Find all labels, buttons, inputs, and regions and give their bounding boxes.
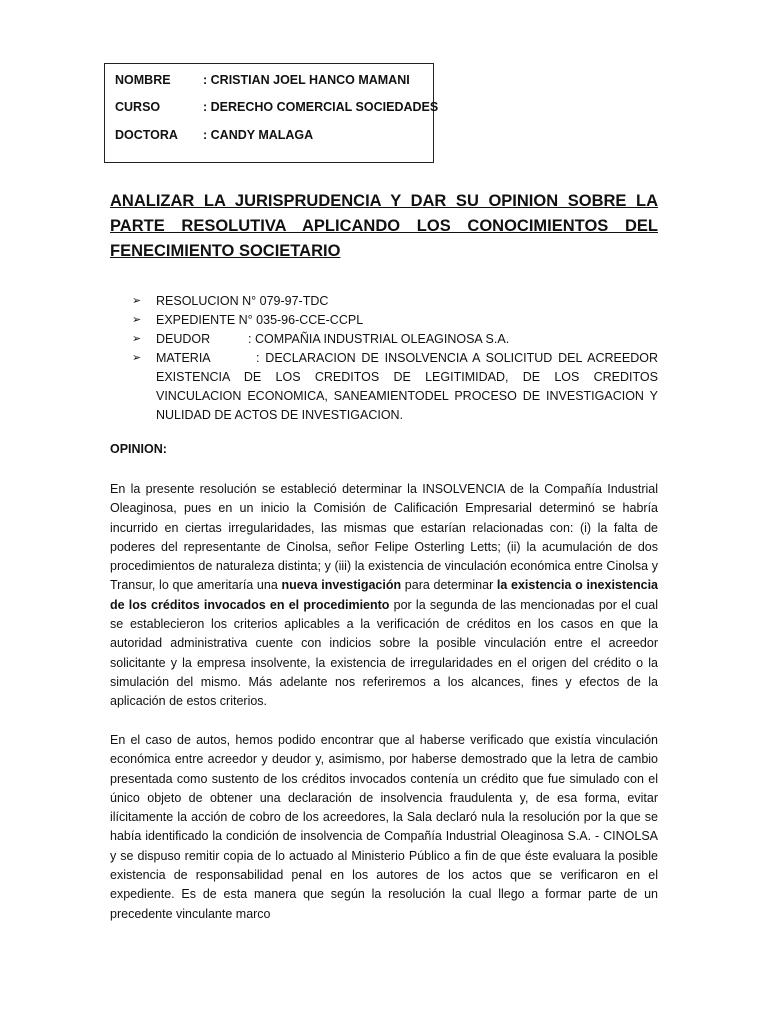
arrow-bullet-icon: ➢ [132, 295, 142, 307]
list-item-deudor [132, 330, 658, 349]
expediente-text: EXPEDIENTE N° 035-96-CCE-CCPL [156, 313, 364, 327]
opinion-heading: OPINION: [110, 442, 167, 456]
opinion-paragraph-2: En el caso de autos, hemos podido encontrar que al haberse verificado que existía vinculación económica entre acreedor y deudor y, asimismo, por haberse demostrado que la letra de cambio presentada como sustento de los créditos invocados contenía un crédito que fue simulado con el único objeto de obtener una declaración de insolvencia fraudulenta y, de esa forma, evitar ilícitamente la acción de cobro de los acreedores, la Sala declaró nula la resolución por la que se había identificado la condición de insolvencia de Compañía Industrial Oleaginosa S.A. - CINOLSA y se dispuso remitir copia de lo actuado al Ministerio Público a fin de que éste evaluara la posible existencia de responsabilidad penal en los autores de los actos que se verificaron en el expediente. Es de esta manera que según la resolución la cual llego a formar parte de un precedente vinculante marco [110, 733, 658, 921]
list-item-resolucion [132, 292, 658, 311]
document-title: ANALIZAR LA JURISPRUDENCIA Y DAR SU OPINION SOBRE LA PARTE RESOLUTIVA APLICANDO LOS CONOCIMIENTOS DEL FENECIMIENTO SOCIETARIO [110, 192, 658, 260]
arrow-bullet-icon: ➢ [132, 314, 142, 326]
curso-label: CURSO [115, 100, 161, 114]
list-item-materia [132, 349, 658, 425]
highlighted-phrase-existencia-creditos: la existencia o inexistencia de los créditos invocados en el procedimiento [110, 578, 659, 612]
curso-value: : DERECHO COMERCIAL SOCIEDADES [203, 100, 439, 114]
arrow-bullet-icon: ➢ [132, 333, 142, 345]
deudor-value: : COMPAÑIA INDUSTRIAL OLEAGINOSA S.A. [248, 332, 510, 346]
nombre-row [115, 73, 410, 87]
nombre-value: : CRISTIAN JOEL HANCO MAMANI [203, 73, 410, 87]
paragraph-1-text-b: para determinar [401, 578, 497, 593]
opinion-paragraph-1 [110, 480, 658, 712]
deudor-label: DEUDOR [156, 332, 211, 346]
doctora-value: : CANDY MALAGA [203, 128, 314, 142]
arrow-bullet-icon: ➢ [132, 352, 142, 364]
nombre-label: NOMBRE [115, 73, 171, 87]
paragraph-1-text-a: En la presente resolución se estableció determinar la INSOLVENCIA de la Compañía Industrial Oleaginosa, pues en un inicio la Comisión de Calificación Empresarial determinó se habría incurrido en ciertas irregularidades, las mismas que estarían relacionadas con: (i) la falta de poderes del representante de Cinolsa, señor Felipe Osterling Letts; (ii) la acumulación de dos procedimientos de naturaleza distinta; y (iii) la existencia de vinculación económica entre Cinolsa y Transur, lo que ameritaría una [110, 482, 658, 593]
doctora-label: DOCTORA [115, 128, 178, 142]
list-item-expediente [132, 311, 658, 330]
student-info-box [104, 63, 439, 163]
materia-label: MATERIA [156, 351, 211, 365]
case-details-list [132, 292, 658, 425]
paragraph-1-text-c: por la segunda de las mencionadas por el cual se establecieron los criterios aplicables a la verificación de créditos en los casos en que la autoridad administrativa cuente con indicios sobre la posible vinculación entre el acreedor solicitante y la empresa insolvente, la existencia de irregularidades en el origen del crédito o la simulación del mismo. Más adelante nos referiremos a los alcances, fines y efectos de la aplicación de estos criterios. [110, 597, 658, 709]
doctora-row [115, 128, 313, 142]
resolucion-text: RESOLUCION N° 079-97-TDC [156, 294, 329, 308]
highlighted-phrase-nueva-investigacion: nueva investigación [281, 578, 402, 593]
materia-value: : DECLARACION DE INSOLVENCIA A SOLICITUD DEL ACREEDOR EXISTENCIA DE LOS CREDITOS DE LEGITIMIDAD, DE LOS CREDITOS VINCULACION ECONOMICA, SANEAMIENTODEL PROCESO DE INVESTIGACION Y NULIDAD DE ACTOS DE INVESTIGACION. [156, 351, 658, 422]
curso-row [115, 100, 438, 114]
